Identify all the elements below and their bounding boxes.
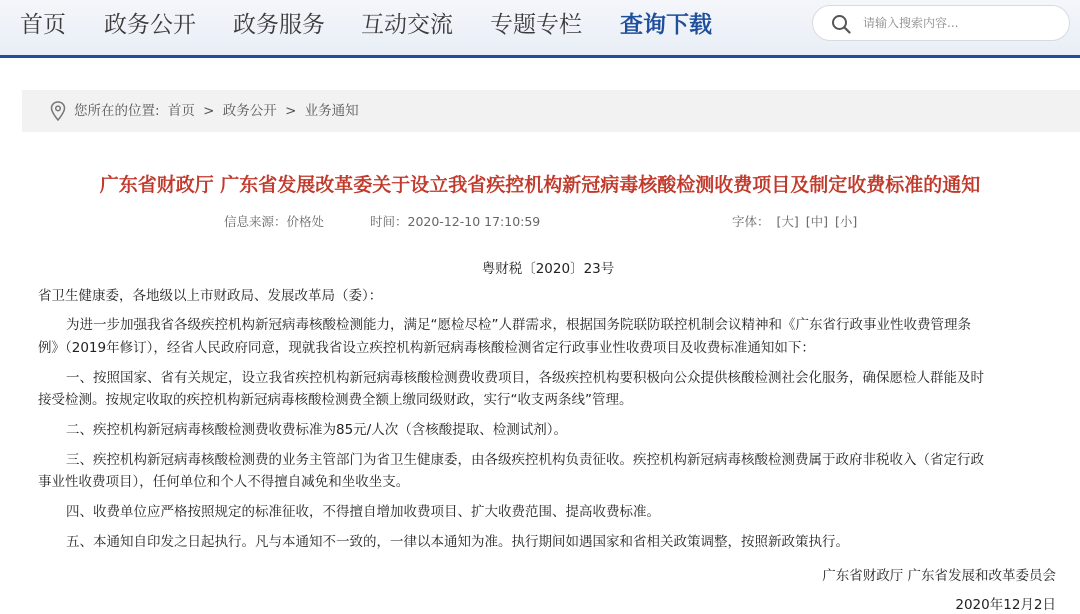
paragraph-line: 例》（2019年修订），经省人民政府同意，现就我省设立疾控机构新冠病毒核酸检测省定行政事业性收费项目及收费标准通知如下： [38, 340, 815, 356]
search-box[interactable] [812, 5, 1070, 41]
nav-item-home[interactable]: 首页 [20, 12, 66, 38]
breadcrumb-trail [74, 90, 363, 132]
breadcrumb-separator: > [285, 103, 297, 119]
font-size-medium-button[interactable]: [中] [805, 214, 829, 229]
breadcrumb-prefix: 您所在的位置: [74, 103, 160, 119]
nav-item-query-download[interactable]: 查询下载 [620, 12, 712, 38]
signature-issuers: 广东省财政厅 广东省发展和改革委员会 [822, 568, 1056, 584]
paragraph-line: 为进一步加强我省各级疾控机构新冠病毒核酸检测能力，满足“愿检尽检”人群需求，根据国务院联防联控机制会议精神和《广东省行政事业性收费管理条 [66, 317, 971, 333]
paragraph-line: 五、本通知自印发之日起执行。凡与本通知不一致的，一律以本通知为准。执行期间如遇国家和省相关政策调整，按照新政策执行。 [66, 534, 849, 550]
breadcrumb [22, 90, 1080, 132]
nav-item-government-services[interactable]: 政务服务 [233, 12, 325, 38]
breadcrumb-link-business-notice[interactable]: 业务通知 [304, 103, 359, 119]
nav-item-interaction[interactable]: 互动交流 [361, 12, 453, 38]
location-pin-icon [50, 101, 66, 121]
font-size-small-button[interactable]: [小] [835, 214, 858, 229]
article-title: 广东省财政厅 广东省发展改革委关于设立我省疾控机构新冠病毒核酸检测收费项目及制定收费标准的通知 [99, 174, 981, 196]
paragraph-line: 一、按照国家、省有关规定，设立我省疾控机构新冠病毒核酸检测费收费项目，各级疾控机构要积极向公众提供核酸检测社会化服务，确保愿检人群能及时 [66, 370, 984, 386]
search-input[interactable] [863, 10, 1059, 36]
nav-item-special-topics[interactable]: 专题专栏 [490, 12, 582, 38]
nav-item-government-affairs[interactable]: 政务公开 [104, 12, 196, 38]
font-size-label: 字体： [732, 214, 770, 229]
top-navigation [0, 0, 1080, 58]
breadcrumb-separator: > [203, 103, 215, 119]
document-number: 粤财税〔2020〕23号 [481, 261, 615, 277]
signature-date: 2020年12月2日 [955, 597, 1056, 613]
paragraph-line: 二、疾控机构新冠病毒核酸检测费收费标准为85元/人次（含核酸提取、检测试剂）。 [66, 422, 567, 438]
publish-time: 时间：2020-12-10 17:10:59 [370, 214, 541, 229]
paragraph-line: 四、收费单位应严格按照规定的标准征收，不得擅自增加收费项目、扩大收费范围、提高收费标准。 [66, 504, 660, 520]
font-size-controls [732, 212, 857, 230]
breadcrumb-link-home[interactable]: 首页 [167, 103, 195, 119]
font-size-large-button[interactable]: [大] [776, 214, 799, 229]
paragraph-line: 事业性收费项目），任何单位和个人不得擅自减免和坐收坐支。 [38, 474, 410, 490]
breadcrumb-link-government-affairs[interactable]: 政务公开 [222, 103, 277, 119]
paragraph-line: 接受检测。按规定收取的疾控机构新冠病毒核酸检测费全额上缴同级财政，实行“收支两条线”管理。 [38, 392, 633, 408]
addressee: 省卫生健康委，各地级以上市财政局、发展改革局（委）： [38, 288, 383, 304]
info-source: 信息来源：价格处 [224, 214, 325, 229]
paragraph-line: 三、疾控机构新冠病毒核酸检测费的业务主管部门为省卫生健康委，由各级疾控机构负责征收。疾控机构新冠病毒核酸检测费属于政府非税收入（省定行政 [66, 452, 984, 468]
search-icon[interactable] [831, 14, 851, 34]
